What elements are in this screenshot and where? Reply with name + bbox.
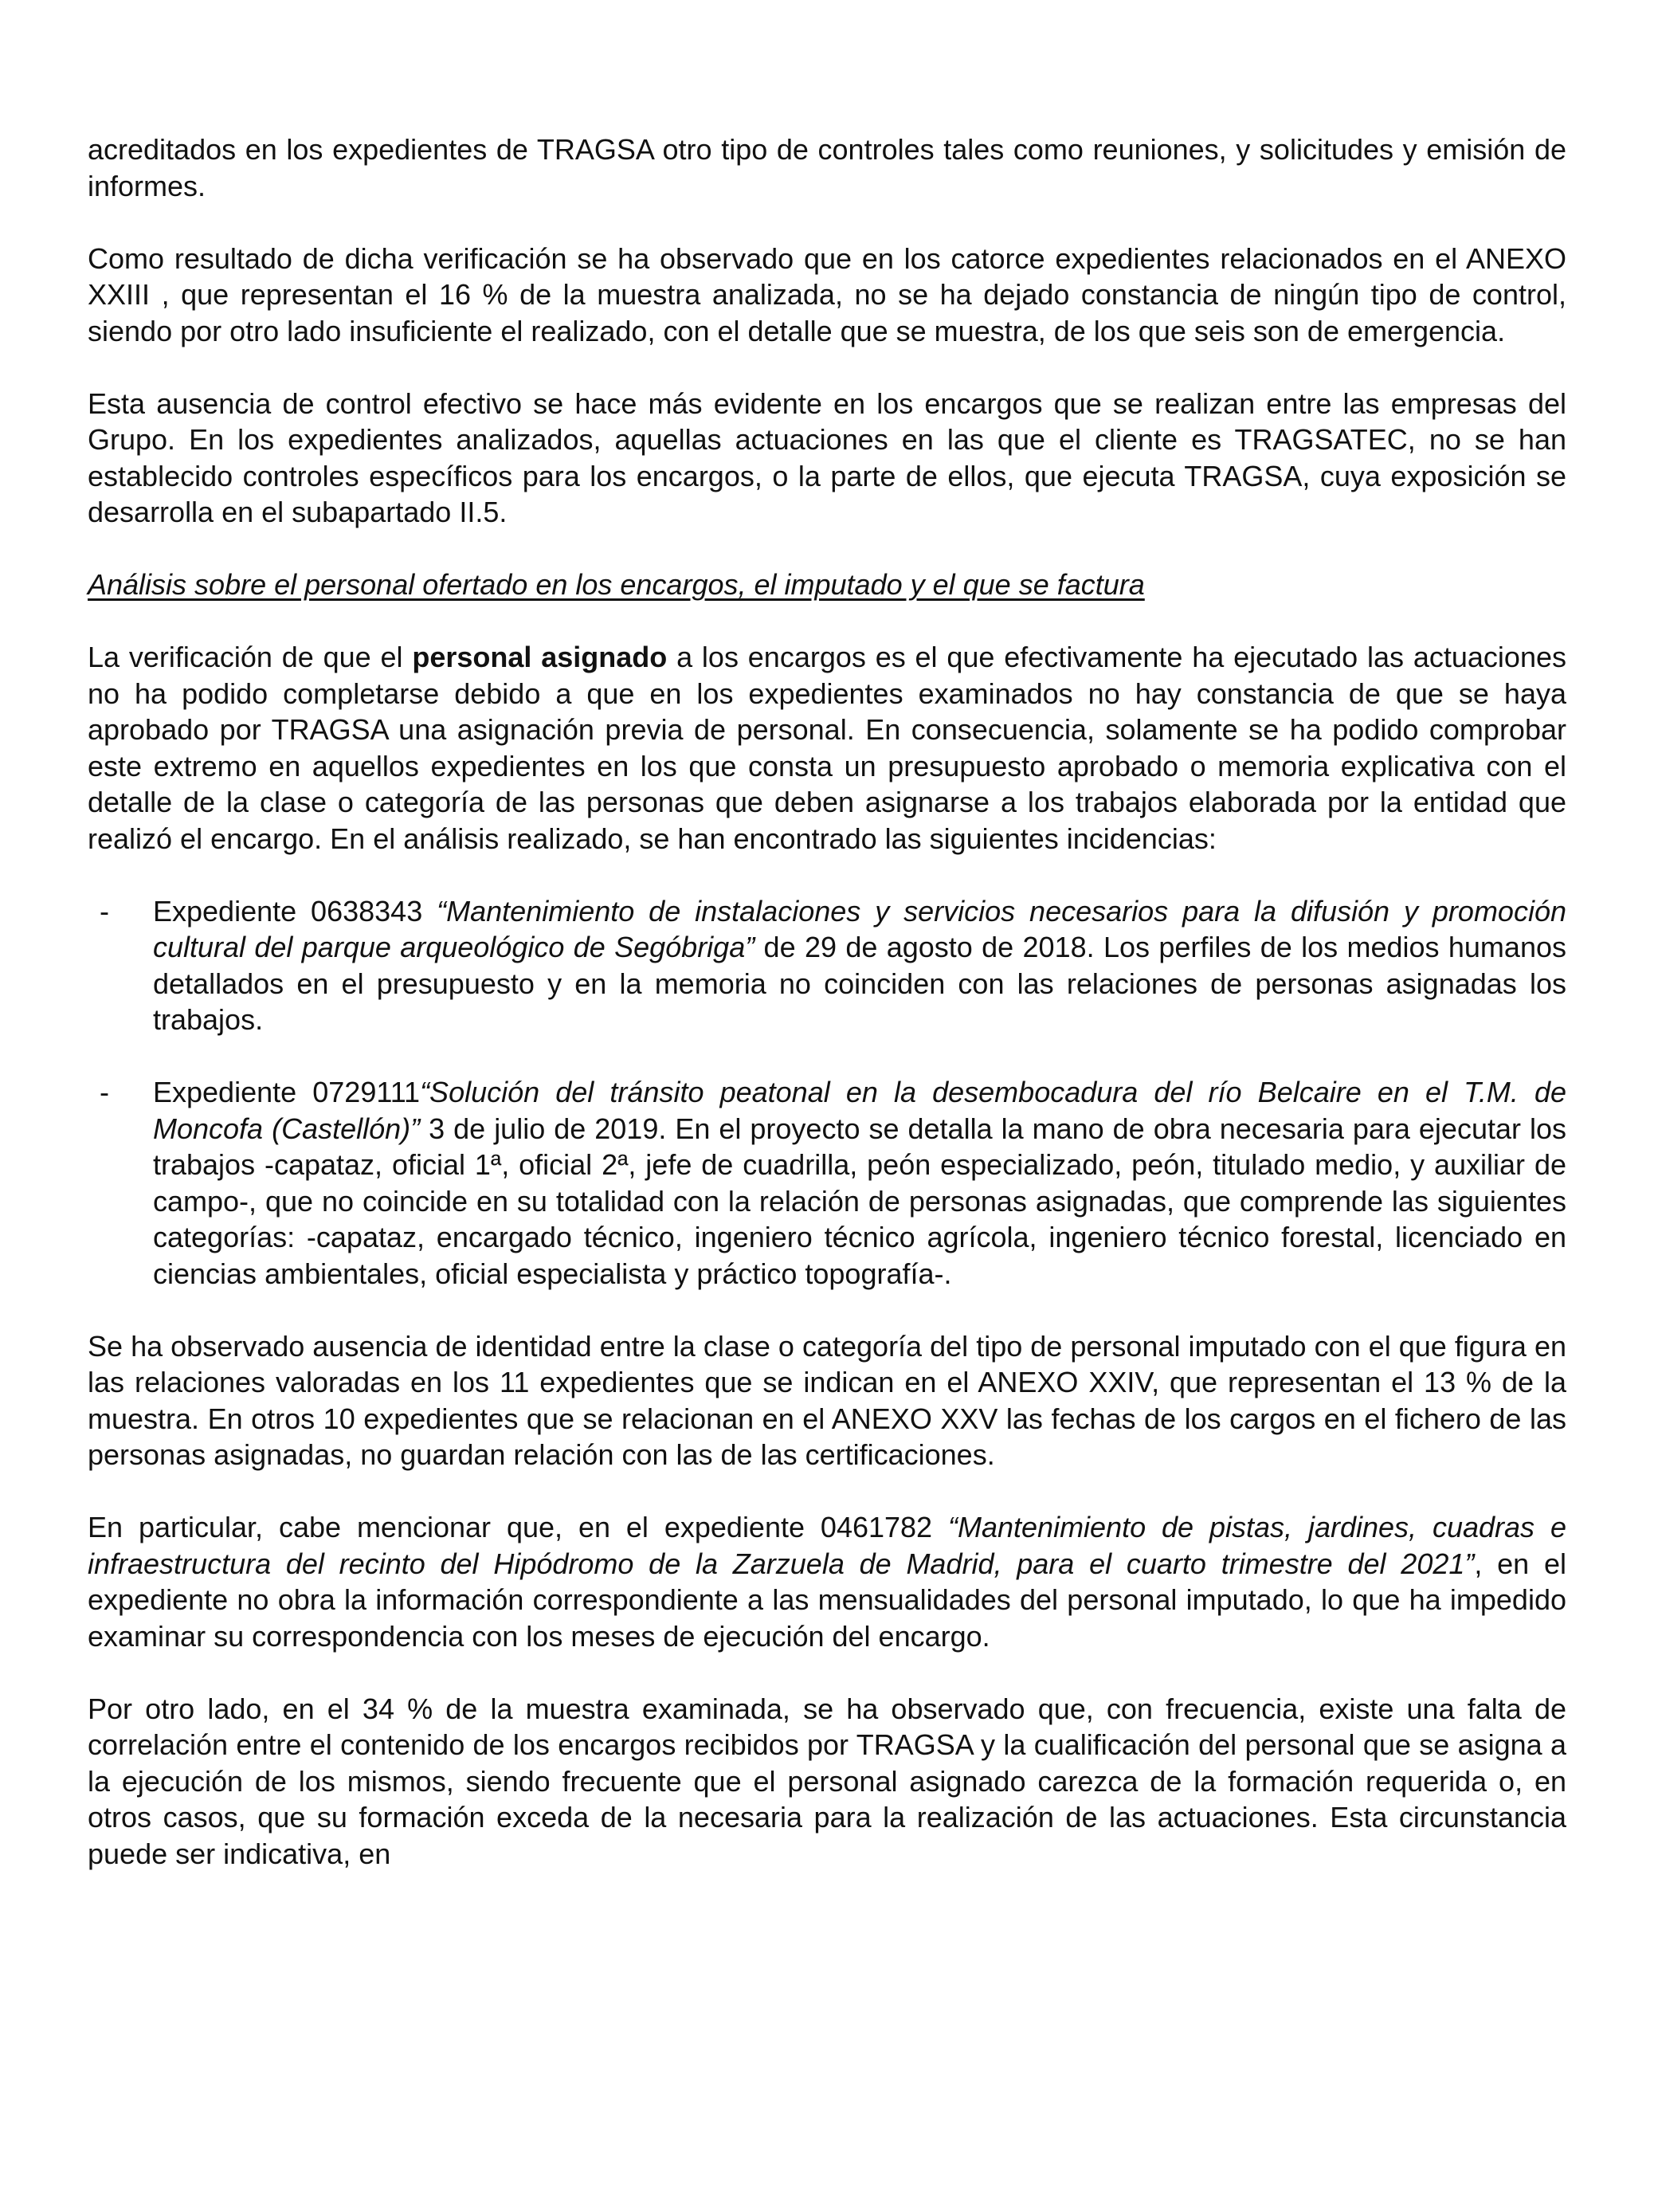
bold-term: personal asignado: [412, 641, 668, 673]
paragraph-controles: acreditados en los expedientes de TRAGSA otro tipo de controles tales como reuniones, y solicitudes y emisión de informes.: [88, 133, 1566, 202]
list-item: [88, 893, 1566, 1038]
expediente-detail: de 29 de agosto de 2018. Los perfiles de los medios humanos detallados en el presupuesto y en la memoria no coinciden con las relaciones de personas asignadas los trabajos.: [153, 931, 1566, 1036]
paragraph-falta-correlacion: Por otro lado, en el 34 % de la muestra examinada, se ha observado que, con frecuencia, existe una falta de correlación entre el contenido de los encargos recibidos por TRAGSA y la cualificación del personal que se asigna a la ejecución de los mismos, siendo frecuente que el personal asignado carezca de la formación requerida o, en otros casos, que su formación exceda de la necesaria para la realización de las actuaciones. Esta circunstancia puede ser indicativa, en: [88, 1692, 1566, 1870]
expediente-detail: 3 de julio de 2019. En el proyecto se detalla la mano de obra necesaria para ejecutar los trabajos -capataz, oficial 1ª, oficial 2ª, jefe de cuadrilla, peón especializado, peón, titulado medio, y auxiliar de campo-, que no coincide en su totalidad con la relación de personas asignadas, que comprende las siguientes categorías: -capataz, encargado técnico, ingeniero técnico agrícola, ingeniero técnico forestal, licenciado en ciencias ambientales, oficial especialista y práctico topografía-.: [153, 1112, 1566, 1290]
paragraph-ausencia-control: Esta ausencia de control efectivo se hace más evidente en los encargos que se realizan entre las empresas del Grupo. En los expedientes analizados, aquellas actuaciones en las que el cliente es TRAGSATEC, no se han establecido controles específicos para los encargos, o la parte de ellos, que ejecuta TRAGSA, cuya exposición se desarrolla en el subapartado II.5.: [88, 386, 1566, 528]
expediente-title: “Mantenimiento de instalaciones y servicios necesarios para la difusión y promoción cultural del parque arqueológico de Segóbriga”: [153, 894, 1566, 963]
paragraph-expediente-hipodromo: [88, 1509, 1566, 1654]
dash-bullet-icon: -: [100, 1076, 109, 1108]
document-page: [88, 131, 1566, 1908]
expediente-ref: Expediente 0638343: [153, 894, 437, 928]
section-heading: Análisis sobre el personal ofertado en los encargos, el imputado y el que se factura: [88, 568, 1145, 601]
expediente-title: “Solución del tránsito peatonal en la desembocadura del río Belcaire en el T.M. de Moncofa (Castellón)”: [153, 1076, 1566, 1145]
paragraph-resultado-verificacion: Como resultado de dicha verificación se ha observado que en los catorce expedientes relacionados en el ANEXO XXIII , que representan el 16 % de la muestra analizada, no se ha dejado constancia de ningún tipo de control, siendo por otro lado insuficiente el realizado, con el detalle que se muestra, de los que seis son de emergencia.: [88, 241, 1566, 347]
paragraph-personal-asignado: [88, 639, 1566, 857]
expediente-ref: Expediente 0729111: [153, 1076, 421, 1108]
expediente-title: “Mantenimiento de pistas, jardines, cuadras e infraestructura del recinto del Hipódromo de la Zarzuela de Madrid, para el cuarto trimestre del 2021”: [88, 1511, 1566, 1580]
text-run: , en el expediente no obra la información correspondiente a las mensualidades del personal imputado, lo que ha impedido examinar su correspondencia con los meses de ejecución del encargo.: [88, 1547, 1566, 1653]
paragraph-ausencia-identidad: Se ha observado ausencia de identidad entre la clase o categoría del tipo de personal imputado con el que figura en las relaciones valoradas en los 11 expedientes que se indican en el ANEXO XXIV, que representan el 13 % de la muestra. En otros 10 expedientes que se relacionan en el ANEXO XXV las fechas de los cargos en el fichero de las personas asignadas, no guardan relación con las de las certificaciones.: [88, 1329, 1566, 1471]
list-item: [88, 1074, 1566, 1292]
text-run: La verificación de que el: [88, 641, 413, 673]
dash-bullet-icon: -: [100, 894, 109, 928]
incidencias-list: [88, 893, 1566, 1292]
text-run: En particular, cabe mencionar que, en el expediente 0461782: [88, 1511, 948, 1543]
text-run: a los encargos es el que efectivamente ha ejecutado las actuaciones no ha podido completarse debido a que en los expedientes examinados no hay constancia de que se haya aprobado por TRAGSA una asignación previa de personal. En consecuencia, solamente se ha podido comprobar este extremo en aquellos expedientes en los que consta un presupuesto aprobado o memoria explicativa con el detalle de la clase o categoría de las personas que deben asignarse a los trabajos elaborada por la entidad que realizó el encargo. En el análisis realizado, se han encontrado las siguientes incidencias:: [88, 641, 1566, 855]
